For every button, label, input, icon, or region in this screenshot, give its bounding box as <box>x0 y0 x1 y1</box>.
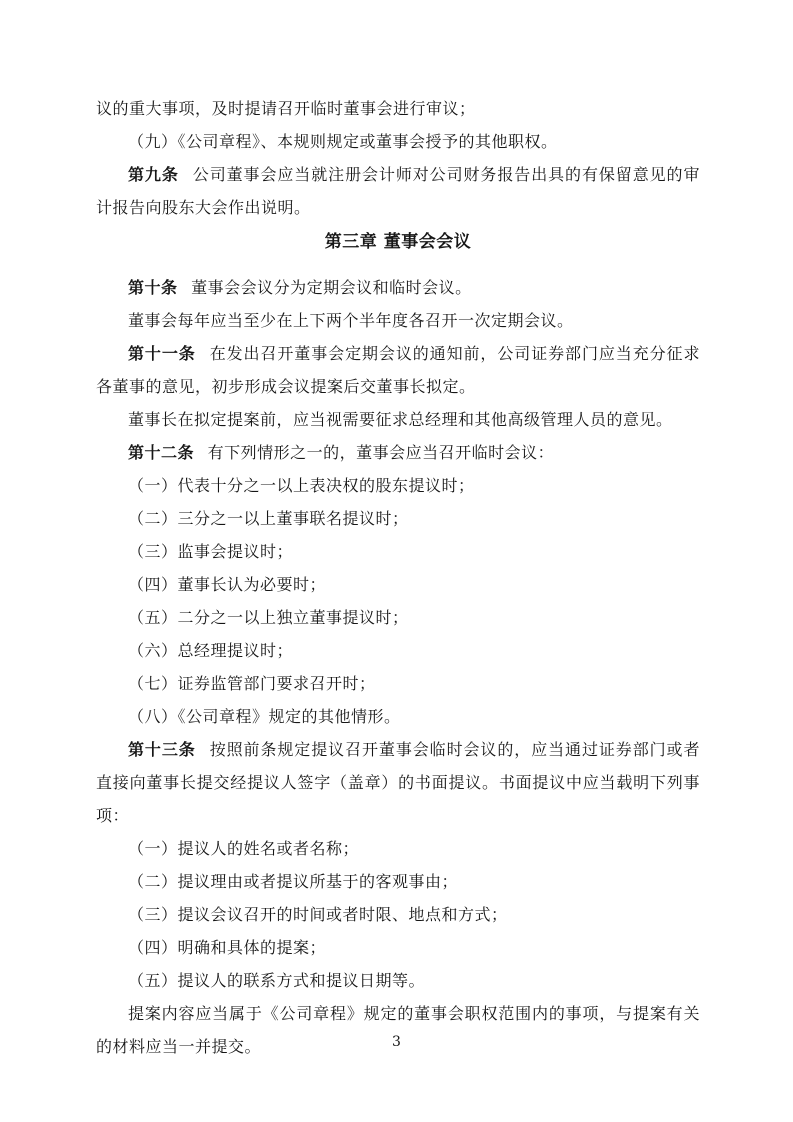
paragraph-text: （九）《公司章程》、本规则规定或董事会授予的其他职权。 <box>128 132 558 151</box>
paragraph-text: （一）代表十分之一以上表决权的股东提议时； <box>128 476 475 495</box>
paragraph-text: （七）证券监管部门要求召开时； <box>128 674 376 693</box>
paragraph-text: 按照前条规定提议召开董事会临时会议的，应当通过证券部门或者直接向董事长提交经提议人签字（盖章）的书面提议。书面提议中应当载明下列事项： <box>96 740 700 825</box>
paragraph-text: 公司董事会应当就注册会计师对公司财务报告出具的有保留意见的审计报告向股东大会作出说明。 <box>96 165 700 217</box>
paragraph-text: 议的重大事项，及时提请召开临时董事会进行审议； <box>96 99 476 118</box>
paragraph-text: 有下列情形之一的，董事会应当召开临时会议： <box>207 443 555 462</box>
paragraph-text: 董事长在拟定提案前，应当视需要征求总经理和其他高级管理人员的意见。 <box>128 410 673 429</box>
paragraph-text: （一）提议人的姓名或者名称； <box>128 839 360 858</box>
paragraph-text: 提案内容应当属于《公司章程》规定的董事会职权范围内的事项，与提案有关的材料应当一并提交。 <box>96 1004 700 1056</box>
list-item-paragraph <box>96 898 700 931</box>
list-item-paragraph <box>96 634 700 667</box>
page-number: 3 <box>392 1034 401 1050</box>
article-number: 第十条 <box>128 278 178 297</box>
body-paragraph <box>96 997 700 1063</box>
body-paragraph <box>96 125 700 158</box>
paragraph-text: （八）《公司章程》规定的其他情形。 <box>128 707 401 726</box>
paragraph-text: （二）提议理由或者提议所基于的客观事由； <box>128 872 459 891</box>
article-number: 第十一条 <box>128 344 196 363</box>
article-paragraph <box>96 271 700 304</box>
list-item-paragraph <box>96 832 700 865</box>
list-item-paragraph <box>96 469 700 502</box>
list-item-paragraph <box>96 667 700 700</box>
article-number: 第十二条 <box>128 443 195 462</box>
list-item-paragraph <box>96 502 700 535</box>
chapter-heading <box>96 226 700 259</box>
article-paragraph <box>96 436 700 469</box>
paragraph-text: （五）提议人的联系方式和提议日期等。 <box>128 971 426 990</box>
article-number: 第十三条 <box>128 740 196 759</box>
paragraph-text: 第三章 董事会会议 <box>324 232 472 252</box>
list-item-paragraph <box>96 568 700 601</box>
list-item-paragraph <box>96 964 700 997</box>
paragraph-text: （三）监事会提议时； <box>128 542 294 561</box>
article-paragraph <box>96 733 700 832</box>
paragraph-text: （五）二分之一以上独立董事提议时； <box>128 608 409 627</box>
body-paragraph <box>96 92 700 125</box>
document-body <box>96 92 700 1063</box>
list-item-paragraph <box>96 601 700 634</box>
list-item-paragraph <box>96 700 700 733</box>
list-item-paragraph <box>96 535 700 568</box>
paragraph-text: （四）董事长认为必要时； <box>128 575 327 594</box>
paragraph-text: 董事会会议分为定期会议和临时会议。 <box>191 278 472 297</box>
paragraph-text: （四）明确和具体的提案； <box>128 938 327 957</box>
paragraph-text: （六）总经理提议时； <box>128 641 294 660</box>
body-paragraph <box>96 403 700 436</box>
paragraph-text: 董事会每年应当至少在上下两个半年度各召开一次定期会议。 <box>128 311 574 330</box>
paragraph-text: 在发出召开董事会定期会议的通知前，公司证券部门应当充分征求各董事的意见，初步形成会议提案后交董事长拟定。 <box>96 344 700 396</box>
paragraph-text: （二）三分之一以上董事联名提议时； <box>128 509 409 528</box>
article-paragraph <box>96 337 700 403</box>
article-number: 第九条 <box>128 165 179 184</box>
list-item-paragraph <box>96 865 700 898</box>
page-footer <box>0 1034 793 1050</box>
article-paragraph <box>96 158 700 224</box>
list-item-paragraph <box>96 931 700 964</box>
paragraph-text: （三）提议会议召开的时间或者时限、地点和方式； <box>128 905 508 924</box>
body-paragraph <box>96 304 700 337</box>
